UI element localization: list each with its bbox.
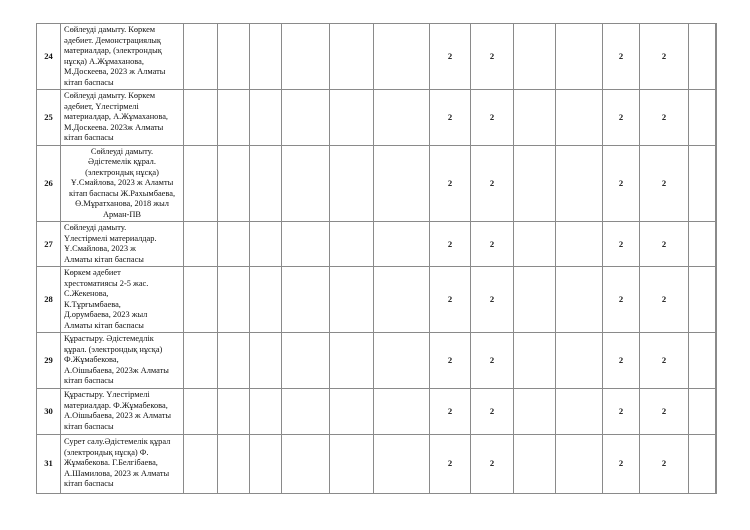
description-line: материалдар, (электрондық	[64, 46, 162, 55]
empty-cell	[184, 267, 218, 333]
quantity-cell: 2	[640, 145, 689, 222]
table-row	[37, 434, 717, 493]
empty-cell	[330, 388, 374, 434]
empty-cell	[716, 267, 717, 333]
row-number: 29	[37, 333, 61, 389]
empty-cell	[716, 222, 717, 267]
empty-cell	[556, 434, 603, 493]
table-row	[37, 222, 717, 267]
description-line: Құрастыру. Әдістемедлік	[64, 334, 154, 343]
table-row	[37, 388, 717, 434]
empty-cell	[374, 388, 430, 434]
resource-description	[61, 267, 184, 333]
empty-cell	[689, 388, 716, 434]
empty-cell	[330, 24, 374, 90]
description-line: кітап баспасы	[64, 133, 114, 142]
empty-cell	[250, 145, 282, 222]
description-line: Жұмабекова. Г.Белгібаева,	[64, 458, 158, 468]
quantity-cell: 2	[430, 145, 471, 222]
quantity-cell: 2	[640, 333, 689, 389]
resource-description	[61, 434, 184, 493]
empty-cell	[250, 333, 282, 389]
empty-cell	[556, 222, 603, 267]
empty-cell	[282, 267, 330, 333]
description-line: кітап баспасы	[64, 479, 114, 489]
empty-cell	[184, 24, 218, 90]
empty-cell	[556, 333, 603, 389]
quantity-cell: 2	[640, 388, 689, 434]
description-line: әдебиет. Демонстрациялық	[64, 35, 161, 45]
description-line: Алматы кітап баспасы	[64, 320, 144, 330]
empty-cell	[282, 222, 330, 267]
empty-cell	[218, 434, 250, 493]
description-line: (электрондық нұсқа) Ф.	[64, 447, 149, 457]
quantity-cell: 2	[471, 333, 514, 389]
description-line: Ұ.Смайлова, 2023 ж	[64, 244, 136, 253]
row-number: 27	[37, 222, 61, 267]
empty-cell	[282, 333, 330, 389]
resource-description	[61, 90, 184, 146]
empty-cell	[250, 267, 282, 333]
quantity-cell: 2	[471, 90, 514, 146]
resource-description	[61, 24, 184, 90]
quantity-cell: 2	[640, 222, 689, 267]
empty-cell	[716, 434, 717, 493]
description-line: Сөйлеуді дамыту. Көркем	[64, 91, 156, 100]
table-row	[37, 24, 717, 90]
quantity-cell: 2	[640, 434, 689, 493]
quantity-cell: 2	[430, 388, 471, 434]
description-line: Ұ.Смайлова, 2023 ж Аламты	[70, 178, 174, 187]
empty-cell	[250, 388, 282, 434]
empty-cell	[184, 222, 218, 267]
empty-cell	[514, 24, 556, 90]
empty-cell	[282, 388, 330, 434]
quantity-cell: 2	[640, 24, 689, 90]
quantity-cell: 2	[640, 267, 689, 333]
description-line: кітап баспасы Ж.Рахымбаева,	[68, 188, 176, 198]
description-line: кітап баспасы	[64, 77, 114, 87]
empty-cell	[716, 90, 717, 146]
quantity-cell: 2	[430, 434, 471, 493]
empty-cell	[514, 434, 556, 493]
empty-cell	[689, 90, 716, 146]
description-line: нұсқа) А.Жұмаханова,	[64, 56, 144, 66]
empty-cell	[250, 24, 282, 90]
empty-cell	[374, 145, 430, 222]
empty-cell	[282, 145, 330, 222]
description-line: Алматы кітап баспасы	[64, 254, 144, 264]
empty-cell	[374, 267, 430, 333]
resource-description	[61, 333, 184, 389]
resource-table	[36, 23, 717, 494]
description-line: Сөйлеуді дамыту.	[90, 146, 154, 156]
empty-cell	[282, 90, 330, 146]
empty-cell	[330, 90, 374, 146]
description-line: С.Жекенова,	[64, 289, 109, 298]
empty-cell	[218, 333, 250, 389]
empty-cell	[716, 333, 717, 389]
table-body	[37, 24, 717, 494]
description-line: Ө.Мұратханова, 2018 жыл	[75, 199, 169, 208]
empty-cell	[330, 333, 374, 389]
empty-cell	[184, 388, 218, 434]
empty-cell	[689, 333, 716, 389]
quantity-cell: 2	[430, 333, 471, 389]
empty-cell	[184, 434, 218, 493]
empty-cell	[282, 434, 330, 493]
empty-cell	[218, 222, 250, 267]
quantity-cell: 2	[430, 90, 471, 146]
description-line: Сөйлеуді дамыту. Көркем	[64, 25, 156, 34]
empty-cell	[218, 145, 250, 222]
quantity-cell: 2	[471, 24, 514, 90]
empty-cell	[556, 24, 603, 90]
description-line: К.Тұрғымбаева,	[64, 299, 121, 309]
empty-cell	[250, 90, 282, 146]
quantity-cell: 2	[430, 24, 471, 90]
description-line: Құрастыру. Үлестірмелі	[64, 390, 150, 399]
description-line: хрестоматиясы 2-5 жас.	[64, 278, 149, 288]
empty-cell	[218, 267, 250, 333]
row-number: 30	[37, 388, 61, 434]
empty-cell	[514, 388, 556, 434]
empty-cell	[184, 145, 218, 222]
description-line: (электрондық нұсқа)	[85, 167, 159, 177]
quantity-cell: 2	[603, 145, 640, 222]
empty-cell	[556, 90, 603, 146]
description-line: Арман-ПВ	[103, 209, 141, 219]
quantity-cell: 2	[603, 222, 640, 267]
description-line: материалдар. Ф.Жұмабекова,	[64, 400, 168, 410]
empty-cell	[556, 145, 603, 222]
empty-cell	[514, 90, 556, 146]
empty-cell	[716, 145, 717, 222]
description-line: Д.орумбаева, 2023 жыл	[64, 310, 148, 319]
empty-cell	[514, 222, 556, 267]
description-line: Үлестірмелі материалдар.	[64, 233, 157, 243]
empty-cell	[330, 434, 374, 493]
quantity-cell: 2	[603, 388, 640, 434]
quantity-cell: 2	[640, 90, 689, 146]
empty-cell	[374, 222, 430, 267]
empty-cell	[330, 145, 374, 222]
empty-cell	[689, 434, 716, 493]
quantity-cell: 2	[471, 388, 514, 434]
empty-cell	[374, 333, 430, 389]
description-line: А.Оішыбаева, 2023ж Алматы	[64, 365, 169, 375]
description-line: А.Оішыбаева, 2023 ж Алматы	[64, 411, 172, 420]
quantity-cell: 2	[430, 267, 471, 333]
empty-cell	[218, 24, 250, 90]
description-line: А.Шамилова, 2023 ж Алматы	[64, 468, 170, 478]
row-number: 31	[37, 434, 61, 493]
table-row	[37, 145, 717, 222]
quantity-cell: 2	[471, 222, 514, 267]
description-line: Көркем әдебиет	[64, 268, 121, 277]
description-line: Әдістемелік құрал.	[88, 157, 156, 166]
description-line: құрал. (электрондық нұсқа)	[64, 344, 163, 354]
row-number: 28	[37, 267, 61, 333]
table-row	[37, 90, 717, 146]
quantity-cell: 2	[603, 24, 640, 90]
description-line: М.Доскеева. 2023ж Алматы	[64, 122, 164, 132]
empty-cell	[184, 333, 218, 389]
empty-cell	[218, 388, 250, 434]
description-line: кітап баспасы	[64, 421, 114, 431]
description-line: кітап баспасы	[64, 376, 114, 385]
empty-cell	[689, 24, 716, 90]
description-line: Сөйлеуді дамыту.	[64, 223, 127, 232]
empty-cell	[689, 222, 716, 267]
table-row	[37, 267, 717, 333]
resource-description	[61, 145, 184, 222]
empty-cell	[282, 24, 330, 90]
quantity-cell: 2	[603, 333, 640, 389]
quantity-cell: 2	[603, 90, 640, 146]
empty-cell	[374, 90, 430, 146]
description-line: Сурет салу.Әдістемелік құрал	[64, 437, 171, 447]
empty-cell	[374, 24, 430, 90]
empty-cell	[556, 388, 603, 434]
description-line: материалдар, А.Жұмаханова,	[64, 112, 169, 121]
resource-description	[61, 222, 184, 267]
empty-cell	[556, 267, 603, 333]
empty-cell	[716, 24, 717, 90]
empty-cell	[514, 267, 556, 333]
quantity-cell: 2	[471, 145, 514, 222]
quantity-cell: 2	[430, 222, 471, 267]
empty-cell	[689, 145, 716, 222]
row-number: 25	[37, 90, 61, 146]
row-number: 24	[37, 24, 61, 90]
description-line: Ф.Жұмабекова,	[64, 355, 119, 364]
quantity-cell: 2	[471, 267, 514, 333]
empty-cell	[514, 145, 556, 222]
empty-cell	[218, 90, 250, 146]
empty-cell	[330, 222, 374, 267]
empty-cell	[689, 267, 716, 333]
description-line: әдебиет, Үлестірмелі	[64, 101, 139, 111]
quantity-cell: 2	[603, 434, 640, 493]
quantity-cell: 2	[603, 267, 640, 333]
empty-cell	[330, 267, 374, 333]
row-number: 26	[37, 145, 61, 222]
empty-cell	[250, 434, 282, 493]
empty-cell	[514, 333, 556, 389]
quantity-cell: 2	[471, 434, 514, 493]
empty-cell	[250, 222, 282, 267]
table-row	[37, 333, 717, 389]
empty-cell	[716, 388, 717, 434]
description-line: М.Доскеева, 2023 ж Алматы	[64, 67, 166, 76]
resource-description	[61, 388, 184, 434]
empty-cell	[184, 90, 218, 146]
empty-cell	[374, 434, 430, 493]
